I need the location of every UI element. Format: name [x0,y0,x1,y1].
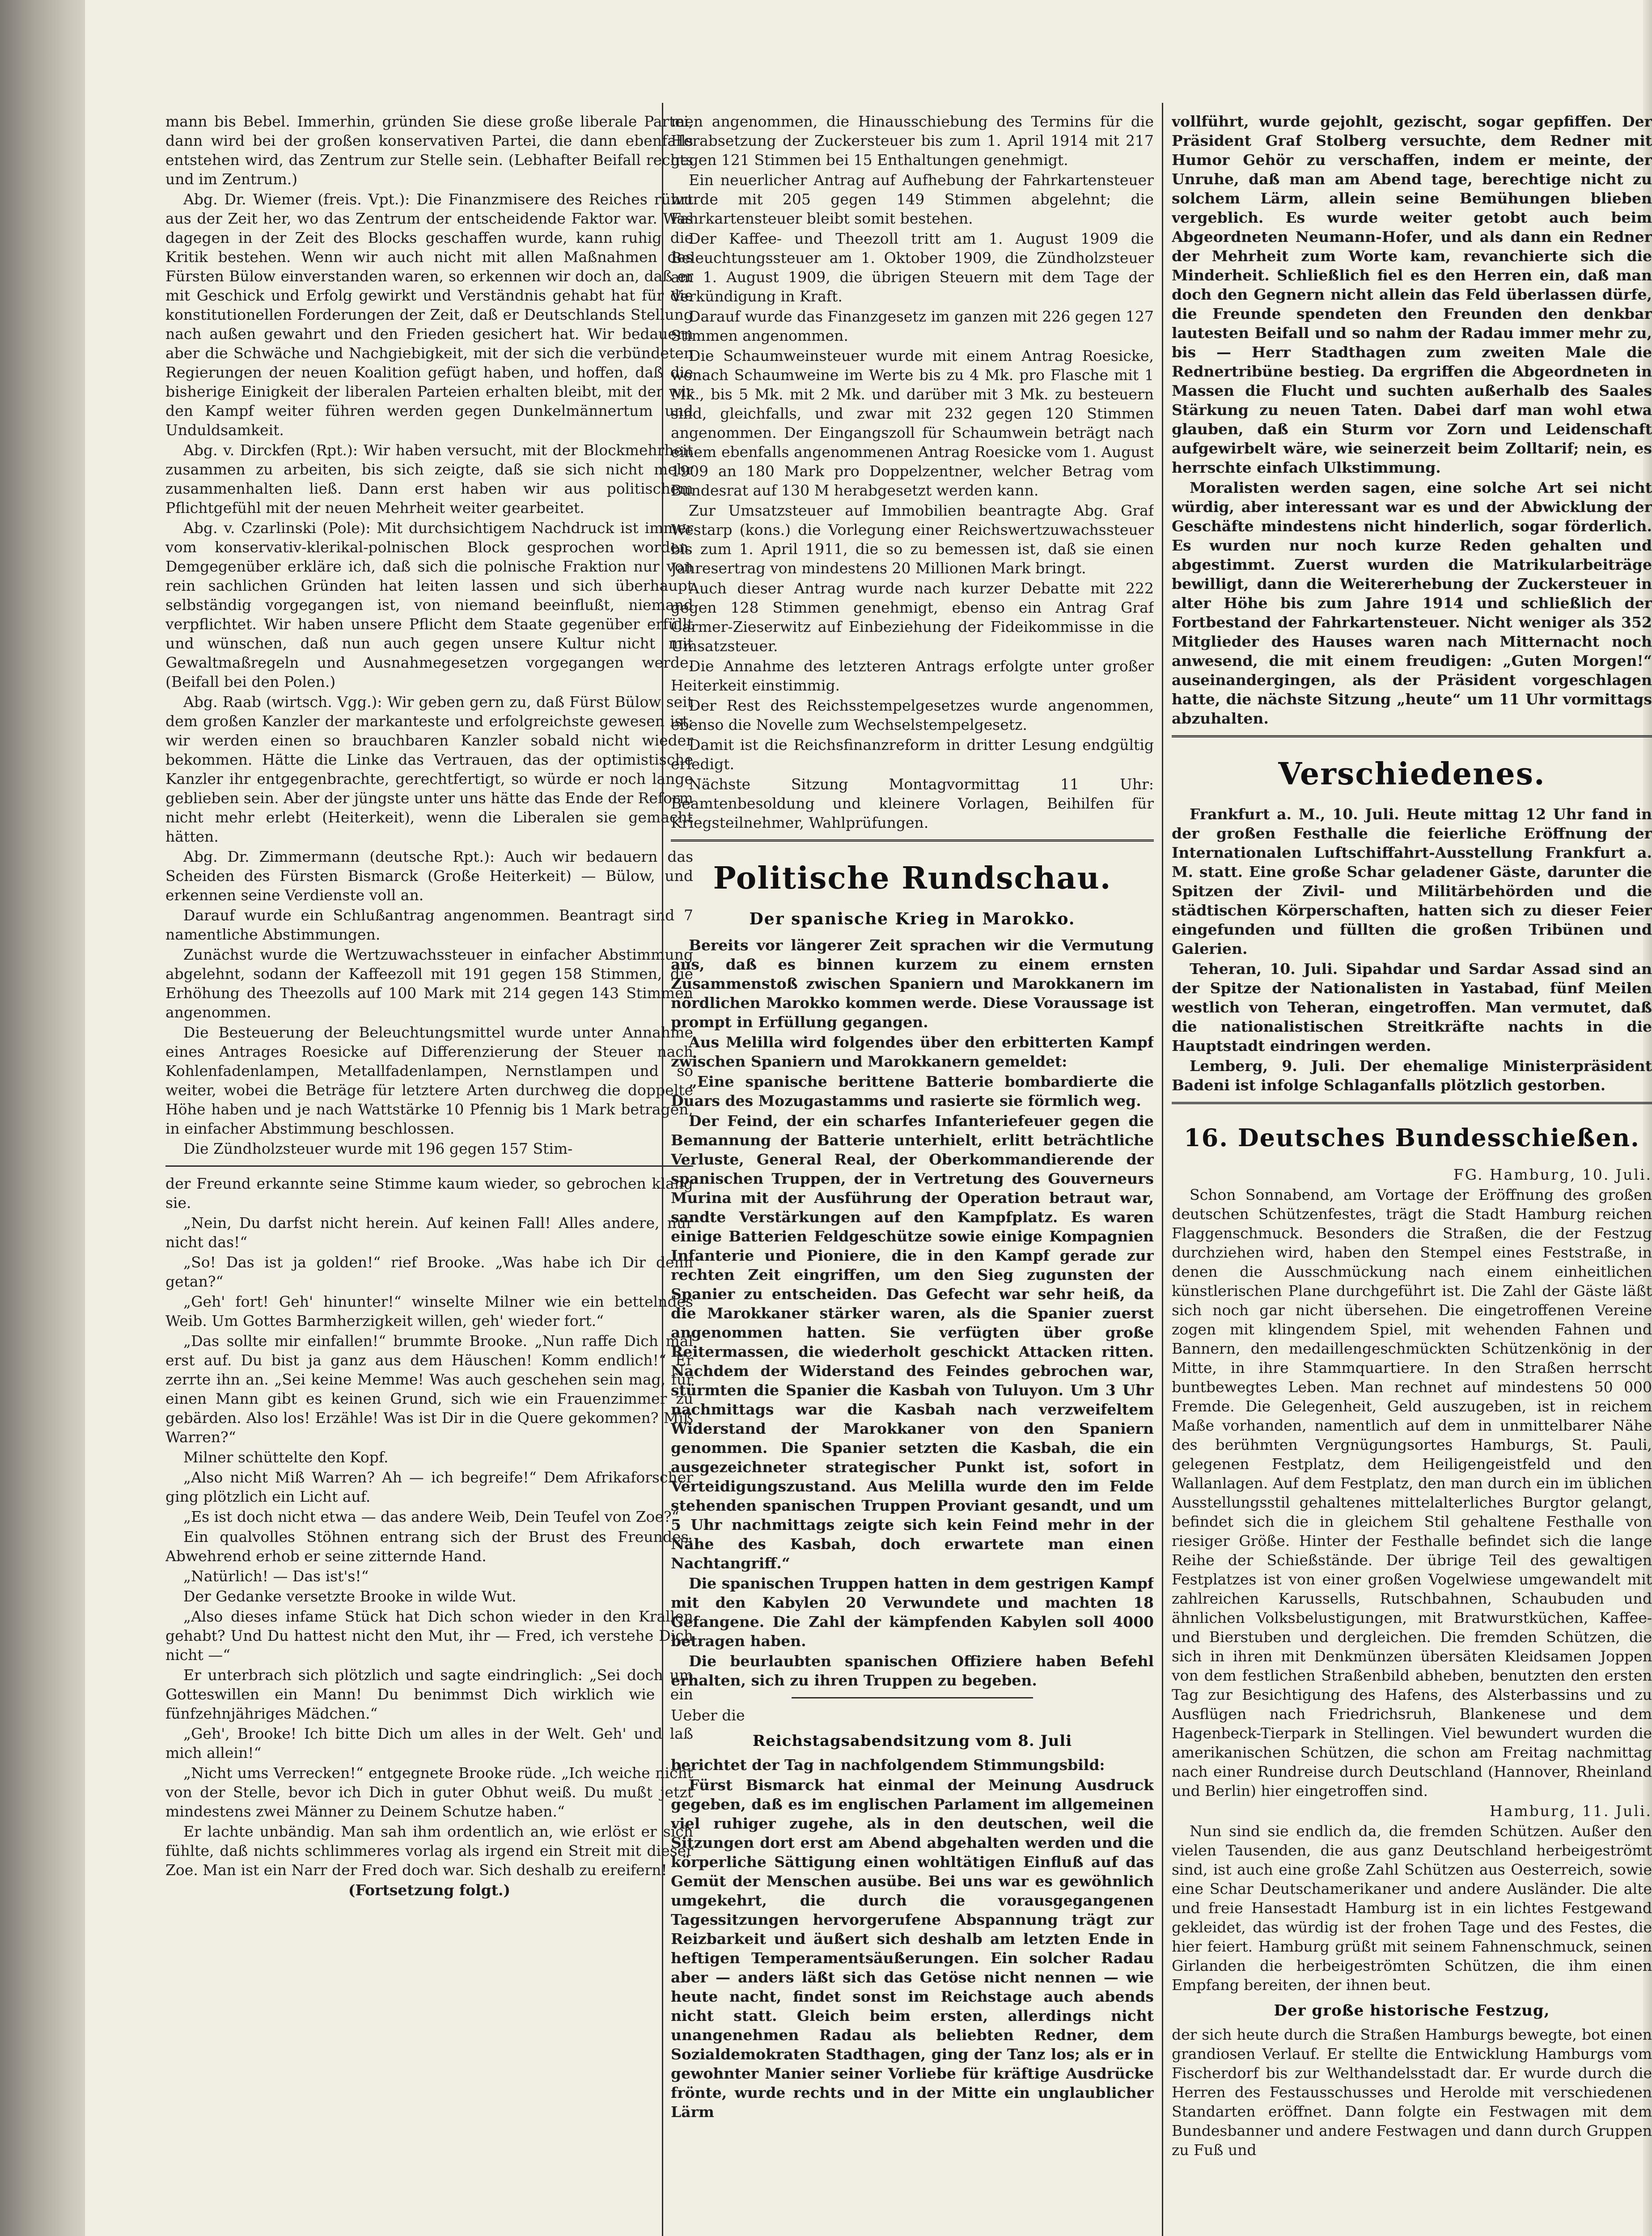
column-2 [671,112,1154,2236]
article-paragraph: Abg. Dr. Zimmermann (deutsche Rpt.): Auch wir bedauern das Scheiden des Fürsten Bismarck (Große Heiterkeit) — Bülow, und erkennen seine Verdienste voll an. [165,848,693,904]
section-heading-politics: Politische Rundschau. [713,860,1112,896]
article-paragraph: Die Zündholzsteuer wurde mit 196 gegen 157 Stim- [183,1140,573,1157]
article-paragraph: Fürst Bismarck hat einmal der Meinung Ausdruck gegeben, daß es im englischen Parlament im allgemeinen viel ruhiger zugehe, als in den deutschen, weil die Sitzungen dort erst am Abend abgehalten werden und die körperliche Sättigung einen wohltätigen Einfluß auf das Gemüt der Menschen ausübe. Bei uns war es gewöhnlich umgekehrt, die durch die vorausgegangenen Tagessitzungen hervorgerufene Abspannung trägt zur Reizbarkeit und äußert sich deshalb am letzten Ende in heftigen Temperamentsäußerungen. Ein solcher Radau aber — anders läßt sich das Getöse nicht nennen — wie heute nacht, findet sonst im Reichstage auch abends nicht statt. Gleich beim ersten, allerdings nicht unangenehmen Radau als beliebten Redner, dem Sozialdemokraten Stadthagen, ging der Tanz los; als er in gewohnter Manier seiner Vorliebe für kräftige Ausdrücke frönte, wurde rechts und in der Mitte ein unglaublicher Lärm [671,1776,1154,2121]
article-paragraph: Auch dieser Antrag wurde nach kurzer Debatte mit 222 gegen 128 Stimmen genehmigt, ebenso ein Antrag Graf Carmer-Zieserwitz auf Einbeziehung der Fideikommisse in die Umsatzsteuer. [671,580,1154,655]
article-paragraph: Abg. v. Czarlinski (Pole): Mit durchsichtigem Nachdruck ist immer vom konservativ-klerikal-polnischen Block gesprochen worden. Demgegenüber erkläre ich, daß sich die polnische Fraktion nur von rein sachlichen Gründen hat leiten lassen und sich überhaupt selbständig vorgegangen ist, von niemand beeinflußt, niemand verpflichtet. Wir haben unsere Pflicht dem Staate gegenüber erfüllt und wünschen, daß nun auch gegen unsere Kultur nicht mit Gewaltmaßregeln und Ausnahmegesetzen vorgegangen werde. (Beifall bei den Polen.) [165,519,693,690]
article-paragraph: Zur Umsatzsteuer auf Immobilien beantragte Abg. Graf Westarp (kons.) die Vorlegung einer Reichswertzuwachssteuer bis zum 1. April 1911, die so zu bemessen ist, daß sie einen Jahresertrag von mindestens 20 Millionen Mark bringt. [671,502,1154,577]
article-paragraph: Ein neuerlicher Antrag auf Aufhebung der Fahrkartensteuer wurde mit 205 gegen 149 Stimmen abgelehnt; die Fahrkartensteuer bleibt somit bestehen. [671,171,1154,227]
novel-paragraph: „Das sollte mir einfallen!“ brummte Brooke. „Nun raffe Dich mal erst auf. Du bist ja ganz aus dem Häuschen! Komm endlich!“ Er zerrte ihn an. „Sei keine Memme! Was auch geschehen sein mag, für einen Mann gibt es keinen Grund, sich wie ein Frauenzimmer zu gebärden. Also los! Erzähle! Was ist Dir in die Quere gekommen? Miß Warren?“ [165,1332,693,1446]
article-paragraph: Der Rest des Reichsstempelgesetzes wurde angenommen, ebenso die Novelle zum Wechselstempelgesetz. [671,697,1154,733]
article-paragraph: Darauf wurde das Finanzgesetz im ganzen mit 226 gegen 127 Stimmen angenommen. [671,308,1154,344]
dateline: Hamburg, 11. Juli. [1489,1802,1652,1820]
news-item: Teheran, 10. Juli. Sipahdar und Sardar Assad sind an der Spitze der Nationalisten in Yastabad, fünf Meilen westlich von Teheran, eingetroffen. Man vermutet, daß die nationalistischen Streitkräfte nachts in die Hauptstadt eindringen werden. [1172,960,1652,1054]
article-paragraph: men angenommen, die Hinausschiebung des Termins für die Herabsetzung der Zuckersteuer bis zum 1. April 1914 mit 217 gegen 121 Stimmen bei 15 Enthaltungen genehmigt. [671,113,1154,169]
subheading-session: Reichstagsabendsitzung vom 8. Juli [752,1732,1072,1750]
section-divider [671,839,1154,842]
article-paragraph: Nun sind sie endlich da, die fremden Schützen. Außer den vielen Tausenden, die aus ganz Deutschland herbeigeströmt sind, ist auch eine große Zahl Schützen aus Oesterreich, sowie eine Schar Deutschamerikaner und andere Ausländer. Die alte und freie Hansestadt Hamburg ist in ein lichtes Festgewand gekleidet, das würdig ist der frohen Tage und des Festes, die hier feiert. Hamburg grüßt mit seinem Fahnenschmuck, seinen Girlanden die herbeigeströmten Schützen, die ihm einen Empfang bereiten, der ihnen beut. [1172,1822,1652,1994]
article-lead: Bereits vor längerer Zeit sprachen wir die Vermutung aus, daß es binnen kurzem zu einem ernsten Zusammenstoß zwischen Spaniern und Marokkanern im nördlichen Marokko kommen werde. Diese Voraussage ist prompt in Erfüllung gegangen. [671,936,1154,1031]
article-paragraph: Zunächst wurde die Wertzuwachssteuer in einfacher Abstimmung abgelehnt, sodann der Kaffeezoll mit 191 gegen 158 Stimmen, die Erhöhung des Theezolls auf 100 Mark mit 214 gegen 143 Stimmen angenommen. [165,946,693,1021]
news-item: Frankfurt a. M., 10. Juli. Heute mittag 12 Uhr fand in der großen Festhalle die feierliche Eröffnung der Internationalen Luftschiffahrt-Ausstellung Frankfurt a. M. statt. Eine große Schar geladener Gäste, darunter die Spitzen der Zivil- und Militärbehörden und die städtischen Körperschaften, hatten sich zu dieser Feier eingefunden und füllten die großen Tribünen und Galerien. [1172,805,1652,957]
article-paragraph: mann bis Bebel. Immerhin, gründen Sie diese große liberale Partei, dann wird bei der großen konservativen Partei, die dann ebenfalls entstehen wird, das Zentrum zur Stelle sein. (Lebhafter Beifall rechts und im Zentrum.) [165,113,693,188]
novel-paragraph: Er unterbrach sich plötzlich und sagte eindringlich: „Sei doch um Gotteswillen ein Mann! Du benimmst Dich wirklich wie ein fünfzehnjähriges Mädchen.“ [165,1666,693,1722]
novel-paragraph: Ein qualvolles Stöhnen entrang sich der Brust des Freundes. Abwehrend erhob er seine zitternde Hand. [165,1528,693,1565]
subheading-morocco: Der spanische Krieg in Marokko. [749,910,1076,928]
news-item: Lemberg, 9. Juli. Der ehemalige Ministerpräsident Badeni ist infolge Schlaganfalls plötzlich gestorben. [1172,1057,1652,1094]
article-paragraph: Abg. Dr. Wiemer (freis. Vpt.): Die Finanzmisere des Reiches rührt aus der Zeit her, wo das Zentrum der entscheidende Faktor war. Was dagegen in der Zeit des Blocks geschaffen wurde, kann ruhig die Kritik bestehen. Wenn wir auch nicht mit allen Maßnahmen des Fürsten Bülow einverstanden waren, so erkennen wir doch an, daß er mit Geschick und Erfolg gewirkt und Verständnis gehabt hat für die konstitutionellen Forderungen der Zeit, daß er Deutschlands Stellung nach außen gewahrt und den Frieden gesichert hat. Wir bedauern aber die Schwäche und Nachgiebigkeit, mit der sich die verbündeten Regierungen der neuen Koalition gefügt haben, und hoffen, daß die bisherige Einigkeit der liberalen Parteien erhalten bleibt, mit der wir den Kampf weiter führen werden gegen Dunkelmännertum und Unduldsamkeit. [165,191,693,439]
article-paragraph: Abg. v. Dirckfen (Rpt.): Wir haben versucht, mit der Blockmehrheit zusammen zu arbeiten, bis sich zeigte, daß sie sich nicht mehr zusammenhalten ließ. Dann erst haben wir aus politischem Pflichtgefühl mit der neuen Mehrheit weiter gearbeitet. [165,441,693,517]
article-paragraph: Die Schaumweinsteuer wurde mit einem Antrag Roesicke, wonach Schaumweine im Werte bis zu 4 Mk. pro Flasche mit 1 Mk., bis 5 Mk. mit 2 Mk. und darüber mit 3 Mk. zu besteuern sind, gleichfalls, und zwar mit 232 gegen 120 Stimmen angenommen. Der Eingangszoll für Schaumwein beträgt nach einem ebenfalls angenommenen Antrag Roesicke vom 1. August 1909 an 180 Mark pro Doppelzentner, welcher Betrag vom Bundesrat auf 130 M herabgesetzt werden kann. [671,347,1154,499]
novel-paragraph: „Geh' fort! Geh' hinunter!“ winselte Milner wie ein bettelndes Weib. Um Gottes Barmherzigkeit willen, geh' wieder fort.“ [165,1293,693,1330]
article-paragraph: „Eine spanische berittene Batterie bombardierte die Duars des Mozugastamms und rasierte sie förmlich weg. [671,1073,1154,1110]
article-paragraph: vollführt, wurde gejohlt, gezischt, sogar gepfiffen. Der Präsident Graf Stolberg versuchte, dem Redner mit Humor Gehör zu verschaffen, indem er meinte, der Unruhe, daß man am Abend tage, berechtige nicht zu solchem Lärm, allein seine Bemühungen blieben vergeblich. Es wurde weiter getobt auch beim Abgeordneten Neumann-Hofer, und als dann ein Redner der Mehrheit zum Worte kam, revanchierte sich die Minderheit. Schließlich fiel es den Herren ein, daß man doch den Gegnern nicht allein das Feld überlassen dürfe, die Freunde spendeten den Freunden den denkbar lautesten Beifall und so nahm der Radau immer mehr zu, bis — Herr Stadthagen zum zweiten Male die Rednertribüne bestieg. Da ergriffen die Abgeordneten in Massen die Flucht und suchten außerhalb des Saales Stärkung zu neuen Taten. Dabei darf man wohl etwa glauben, daß ein Sturm vor Zorn und Leidenschaft aufgewirbelt wäre, wie seinerzeit beim Zolltarif; nein, es herrschte einfach Ulkstimmung. [1172,113,1652,476]
article-paragraph: Darauf wurde ein Schlußantrag angenommen. Beantragt sind 7 namentliche Abstimmungen. [165,906,693,943]
article-paragraph: Der Kaffee- und Theezoll tritt am 1. August 1909 die Beleuchtungssteuer am 1. Oktober 1909, die Zündholzsteuer am 1. August 1909, die übrigen Steuern mit dem Tage der Verkündigung in Kraft. [671,230,1154,305]
dateline: FG. Hamburg, 10. Juli. [1453,1166,1652,1183]
novel-paragraph: Er lachte unbändig. Man sah ihm ordentlich an, wie erlöst er sich fühlte, daß nichts schlimmeres vorlag als irgend ein Streit mit dieser Zoe. Man ist ein Narr der Fred doch war. Sich deshalb zu ereifern! [165,1823,693,1879]
session-intro: berichtet der Tag in nachfolgendem Stimmungsbild: [671,1756,1105,1774]
section-divider [165,1165,693,1167]
article-paragraph: Damit ist die Reichsfinanzreform in dritter Lesung endgültig erledigt. [671,736,1154,773]
novel-paragraph: „Also dieses infame Stück hat Dich schon wieder in den Krallen gehabt? Und Du hattest nicht den Mut, ihr — Fred, ich verstehe Dich nicht —“ [165,1608,693,1664]
article-paragraph: Moralisten werden sagen, eine solche Art sei nicht würdig, aber interessant war es und der Abwicklung der Geschäfte mindestens nicht hinderlich, sogar förderlich. Es wurden nur noch kurze Reden gehalten und abgestimmt. Zuerst wurden die Matrikularbeiträge bewilligt, dann die Weitererhebung der Zuckersteuer in alter Höhe bis zum Jahre 1914 und schließlich der Fortbestand der Fahrkartensteuer. Nicht weniger als 352 Mitglieder des Hauses waren nach Mitternacht noch anwesend, die mit einem freudigen: „Guten Morgen!“ auseinandergingen, als der Präsident vorgeschlagen hatte, die nächste Sitzung „heute“ um 11 Uhr vormittags abzuhalten. [1172,479,1652,727]
section-heading-schuetzenfest: 16. Deutsches Bundesschießen. [1184,1123,1640,1152]
novel-paragraph: „Es ist doch nicht etwa — das andere Weib, Dein Teufel von Zoe?“ [183,1508,679,1525]
novel-paragraph: Der Gedanke versetzte Brooke in wilde Wut. [183,1588,517,1605]
article-paragraph: Der Feind, der ein scharfes Infanteriefeuer gegen die Bemannung der Batterie unterhielt, erlitt beträchtliche Verluste, General Real, der Oberkommandierende der spanischen Truppen, der in Vertretung des Gouverneurs Murina mit der Ausführung der Operation betraut war, sandte Verstärkungen auf den Kampfplatz. Es waren einige Batterien Feldgeschütze sowie einige Kompagnien Infanterie und Pioniere, die in den Kampf gerade zur rechten Zeit eingriffen, um den Sieg zugunsten der Spanier zu entscheiden. Das Gefecht war sehr heiß, da die Marokkaner stärker waren, als die Spanier zuerst angenommen hatten. Sie verfügten über große Reitermassen, die wiederholt geschickt Attacken ritten. Nachdem der Widerstand des Feindes gebrochen war, stürmten die Spanier die Kasbah von Tuluyon. Um 3 Uhr nachmittags war die Kasbah nach verzweifeltem Widerstand der Marokkaner von den Spaniern genommen. Die Spanier setzten die Kasbah, die ein ausgezeichneter strategischer Punkt ist, sofort in Verteidigungszustand. Aus Melilla wurde den im Felde stehenden spanischen Truppen Proviant gesandt, und um 5 Uhr nachmittags zeigte sich kein Feind mehr in der Nähe des Kasbah, doch erwartete man einen Nachtangriff.“ [671,1112,1154,1572]
novel-paragraph: „Natürlich! — Das ist's!“ [183,1567,369,1585]
novel-paragraph: „Geh', Brooke! Ich bitte Dich um alles in der Welt. Geh' und laß mich allein!“ [165,1725,693,1762]
short-divider [792,1697,1033,1698]
novel-paragraph: „Also nicht Miß Warren? Ah — ich begreife!“ Dem Afrikaforscher ging plötzlich ein Licht auf. [165,1469,693,1505]
novel-paragraph: „Nein, Du darfst nicht herein. Auf keinen Fall! Alles andere, nur nicht das!“ [165,1214,693,1251]
article-paragraph: Die spanischen Truppen hatten in dem gestrigen Kampf mit den Kabylen 20 Verwundete und machten 18 Gefangene. Die Zahl der kämpfenden Kabylen soll 4000 betragen haben. [671,1575,1154,1650]
column-divider-2 [1162,103,1163,2236]
book-spine [0,0,85,2236]
article-paragraph: Nächste Sitzung Montagvormittag 11 Uhr: Beamtenbesoldung und kleinere Vorlagen, Beihilfen für Kriegsteilnehmer, Wahlprüfungen. [671,775,1154,831]
article-paragraph: Aus Melilla wird folgendes über den erbitterten Kampf zwischen Spaniern und Marokkanern gemeldet: [671,1033,1154,1070]
article-paragraph: Die beurlaubten spanischen Offiziere haben Befehl erhalten, sich zu ihren Truppen zu begeben. [671,1652,1154,1689]
novel-paragraph: „Nicht ums Verrecken!“ entgegnete Brooke rüde. „Ich weiche nicht von der Stelle, bevor ich Dich in guter Obhut weiß. Du mußt jetzt mindestens zwei Männer zu Deinem Schutze haben.“ [165,1764,693,1820]
article-paragraph: der sich heute durch die Straßen Hamburgs bewegte, bot einen grandiosen Verlauf. Er stellte die Entwicklung Hamburgs vom Fischerdorf bis zur Welthandelsstadt dar. Er wurde durch die Herren des Festausschusses und Herolde mit verschiedenen Standarten eröffnet. Dann folgte ein Festwagen mit dem Bundesbanner und andere Festwagen und dann durch Gruppen zu Fuß und [1172,2026,1652,2159]
column-1 [165,112,693,2236]
article-paragraph: Die Besteuerung der Beleuchtungsmittel wurde unter Annahme eines Antrages Roesicke auf Differenzierung der Steuer nach Kohlenfadenlampen, Metallfadenlampen, Nernstlampen und so weiter, wobei die Beträge für letztere Arten durchweg die doppelte Höhe haben und je nach Wattstärke 10 Pfennig bis 1 Mark betragen, in einfacher Abstimmung beschlossen. [165,1024,693,1137]
subheading-parade: Der große historische Festzug, [1274,2002,1550,2020]
section-divider [1172,735,1652,737]
article-paragraph: Schon Sonnabend, am Vortage der Eröffnung des großen deutschen Schützenfestes, trägt die Stadt Hamburg reichen Flaggenschmuck. Besonders die Straßen, die der Festzug durchziehen wird, haben den Stempel eines Feststraße, in denen die Ausschmückung nach einem einheitlichen künstlerischen Plane durchgeführt ist. Die Zahl der Gäste läßt sich noch gar nicht übersehen. Die eingetroffenen Vereine zogen mit klingendem Spiel, mit wehenden Fahnen und Bannern, den medaillengeschmückten Schützenkönig in der Mitte, in ihre Stammquartiere. In den Straßen herrscht buntbewegtes Leben. Man rechnet auf mindestens 50 000 Fremde. Die Gelegenheit, Geld auszugeben, ist in reichem Maße vorhanden, namentlich auf dem in unmittelbarer Nähe des berühmten Vergnügungsortes Hamburgs, St. Pauli, gelegenen Festplatz, dem Heiligengeistfeld und den Wallanlagen. Auf dem Festplatz, den man durch ein im üblichen Ausstellungsstil gehaltenes mittelalterliches Burgtor gelangt, befindet sich die in gleichem Stil gehaltene Festhalle von riesiger Größe. Hinter der Festhalle befindet sich die lange Reihe der Schießstände. Der übrige Teil des gewaltigen Festplatzes ist von einer großen Vogelwiese umgewandelt mit zahlreichen Karussells, Rutschbahnen, Schaubuden und ähnlichen Volksbelustigungen, mit Bratwurstküchen, Kaffee- und Bierstuben und dergleichen. Die fremden Schützen, die sich in ihren mit Denkmünzen übersäten Kleidsamen Joppen von dem festlichen Straßenbild abheben, benutzten den ersten Tag zur Besichtigung des Hafens, des Alsterbassins und zu Ausflügen nach Friedrichsruh, Blankenese und dem Hagenbeck-Tierpark in Stellingen. Viel bewundert wurden die amerikanischen Schützen, die schon am Freitag nachmittag nach einer Rundreise durch Deutschland (Hannover, Rheinland und Berlin) hier eingetroffen sind. [1172,1186,1652,1800]
section-heading-misc: Verschiedenes. [1278,756,1546,792]
article-paragraph: Abg. Raab (wirtsch. Vgg.): Wir geben gern zu, daß Fürst Bülow seit dem großen Kanzler der markanteste und erfolgreichste gewesen ist; wir werden einen so brauchbaren Kanzler sobald nicht wieder bekommen. Hätte die Linke das Vertrauen, das der optimistische Kanzler ihr entgegenbrachte, gerechtfertigt, so würde er noch lange geblieben sein. Aber der jüngste unter uns hätte das Ende der Reform nicht mehr erlebt (Heiterkeit), wenn die Liberalen sie gemacht hätten. [165,693,693,845]
novel-paragraph: Milner schüttelte den Kopf. [183,1448,389,1466]
section-divider [1172,1102,1652,1104]
kicker-text: Ueber die [671,1707,745,1724]
novel-paragraph: der Freund erkannte seine Stimme kaum wieder, so gebrochen klang sie. [165,1175,693,1211]
novel-paragraph: „So! Das ist ja golden!“ rief Brooke. „Was habe ich Dir denn getan?“ [165,1254,693,1290]
column-3 [1172,112,1652,2236]
article-paragraph: Die Annahme des letzteren Antrags erfolgte unter großer Heiterkeit einstimmig. [671,657,1154,694]
continuation-note: (Fortsetzung folgt.) [348,1881,511,1899]
